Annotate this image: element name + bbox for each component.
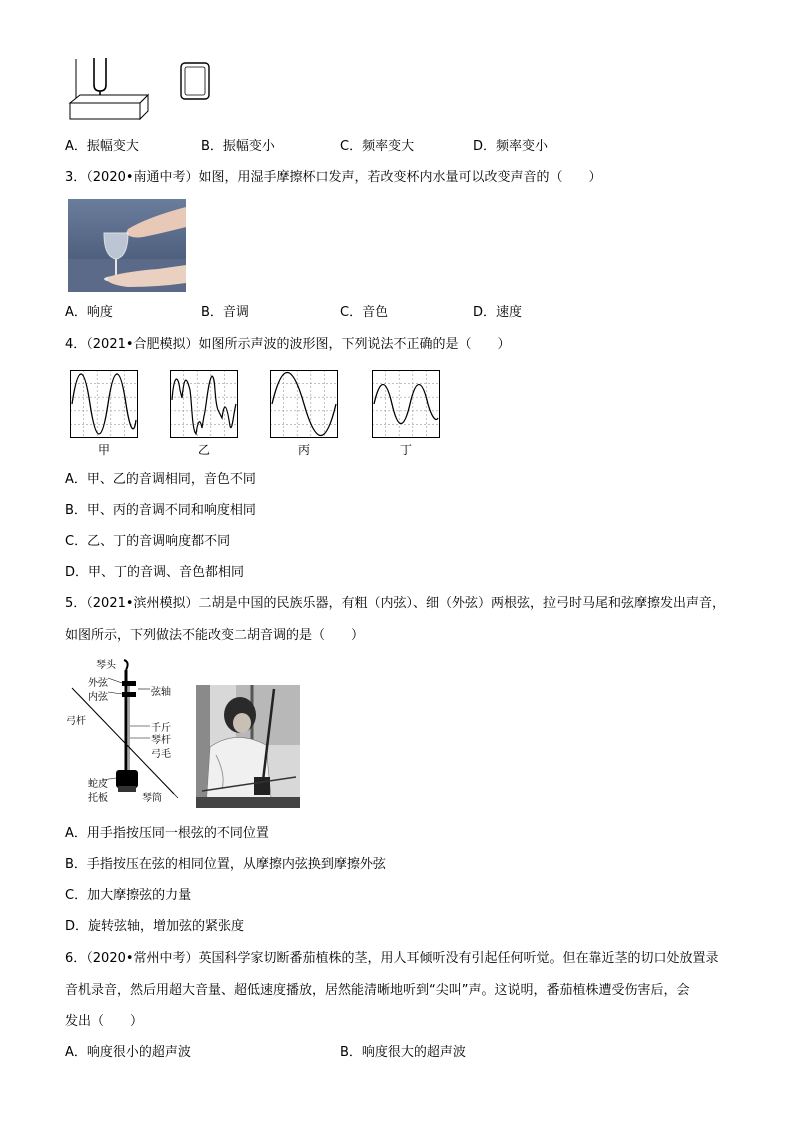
- erhu-label-gonggan: 弓杆: [66, 716, 86, 727]
- q3-option-a[interactable]: A．响度: [65, 305, 113, 320]
- q3-option-d[interactable]: D．速度: [473, 305, 523, 320]
- q4-option-d[interactable]: D．甲、丁的音调、音色都相同: [65, 565, 245, 580]
- q6-option-b[interactable]: B．响度很大的超声波: [340, 1045, 466, 1060]
- q5-option-b[interactable]: B．手指按压在弦的相同位置，从摩擦内弦换到摩擦外弦: [65, 857, 386, 872]
- q5-option-a[interactable]: A．用手指按压同一根弦的不同位置: [65, 826, 269, 841]
- waveform-panel-bing: [270, 370, 338, 438]
- q5-stem-line-2: 如图所示，下列做法不能改变二胡音调的是（ ）: [65, 628, 365, 643]
- erhu-label-neixian: 内弦: [88, 692, 108, 703]
- erhu-player-photo: [196, 685, 300, 808]
- q3-option-c[interactable]: C．音色: [340, 305, 389, 320]
- q2-option-c[interactable]: C．频率变大: [340, 139, 415, 154]
- erhu-label-waixian: 外弦: [88, 678, 108, 689]
- q6-stem-line-1: 6．（2020•常州中考）英国科学家切断番茄植株的茎，用人耳倾听没有引起任何听觉。但在靠近茎的切口处放置录: [65, 951, 719, 966]
- erhu-label-gongmao: 弓毛: [151, 749, 171, 760]
- q5-stem-line-1: 5．（2021•滨州模拟）二胡是中国的民族乐器，有粗（内弦）、细（外弦）两根弦，拉弓时马尾和弦摩擦发出声音，: [65, 596, 726, 611]
- q3-option-b[interactable]: B．音调: [201, 305, 249, 320]
- waveform-panel-yi: [170, 370, 238, 438]
- waveform-panel-jia: [70, 370, 138, 438]
- display-screen-figure: [180, 62, 210, 100]
- q4-option-a[interactable]: A．甲、乙的音调相同，音色不同: [65, 472, 256, 487]
- wine-glass-photo: [68, 199, 186, 292]
- erhu-label-shepi: 蛇皮: [88, 779, 108, 790]
- q3-stem: 3．（2020•南通中考）如图，用湿手摩擦杯口发声，若改变杯内水量可以改变声音的（ ）: [65, 170, 602, 185]
- q6-option-a[interactable]: A．响度很小的超声波: [65, 1045, 191, 1060]
- q6-stem-line-3: 发出（ ）: [65, 1014, 144, 1029]
- q2-option-d[interactable]: D．频率变小: [473, 139, 549, 154]
- erhu-label-qintou: 琴头: [96, 660, 116, 671]
- q4-option-c[interactable]: C．乙、丁的音调响度都不同: [65, 534, 231, 549]
- q5-option-d[interactable]: D．旋转弦轴，增加弦的紧张度: [65, 919, 245, 934]
- q5-option-c[interactable]: C．加大摩擦弦的力量: [65, 888, 192, 903]
- q2-option-a[interactable]: A．振幅变大: [65, 139, 139, 154]
- erhu-label-tuoban: 托板: [88, 793, 108, 804]
- erhu-label-qintong: 琴筒: [142, 793, 162, 804]
- erhu-label-xianzhou: 弦轴: [151, 687, 171, 698]
- tuning-fork-figure: [68, 55, 158, 125]
- waveform-label-ding: 丁: [399, 443, 412, 457]
- waveform-label-yi: 乙: [197, 443, 210, 457]
- erhu-label-qianjin: 千斤: [151, 723, 171, 734]
- waveform-panel-ding: [372, 370, 440, 438]
- q4-stem: 4．（2021•合肥模拟）如图所示声波的波形图，下列说法不正确的是（ ）: [65, 337, 511, 352]
- q6-stem-line-2: 音机录音，然后用超大音量、超低速度播放，居然能清晰地听到“尖叫”声。这说明，番茄植株遭受伤害后，会: [65, 983, 690, 998]
- q4-option-b[interactable]: B．甲、丙的音调不同和响度相同: [65, 503, 256, 518]
- waveform-label-jia: 甲: [97, 443, 110, 457]
- erhu-label-qingan: 琴杆: [151, 735, 171, 746]
- waveform-label-bing: 丙: [297, 443, 310, 457]
- q2-option-b[interactable]: B．振幅变小: [201, 139, 275, 154]
